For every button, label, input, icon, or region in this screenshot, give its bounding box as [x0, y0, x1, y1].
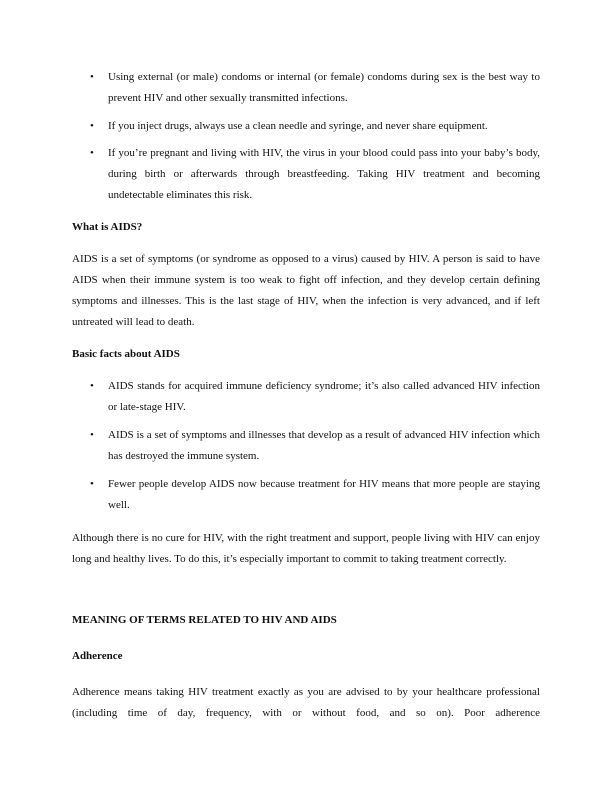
bullet-icon: •	[90, 147, 94, 159]
bullet-text: If you inject drugs, always use a clean needle and syringe, and never share equipment.	[108, 120, 488, 132]
section-heading: Basic facts about AIDS	[72, 348, 180, 360]
paragraph: Although there is no cure for HIV, with the right treatment and support, people living with HIV can enjoy long and healthy lives. To do this, it’s especially important to commit to taking treatment correctly.	[72, 532, 540, 565]
bullet-text: AIDS stands for acquired immune deficiency syndrome; it’s also called advanced HIV infection or late-stage HIV.	[108, 380, 540, 413]
bullet-item	[90, 143, 540, 206]
bullet-item	[90, 425, 540, 467]
bullet-text: Fewer people develop AIDS now because treatment for HIV means that more people are staying well.	[108, 478, 540, 511]
bullet-item	[90, 474, 540, 516]
paragraph: Adherence means taking HIV treatment exactly as you are advised to by your healthcare professional (including time of day, frequency, with or without food, and so on). Poor adherence	[72, 686, 540, 719]
bullet-icon: •	[90, 429, 94, 441]
bullet-icon: •	[90, 380, 94, 392]
bullet-icon: •	[90, 71, 94, 83]
bullet-item	[90, 116, 540, 137]
bullet-text: If you’re pregnant and living with HIV, the virus in your blood could pass into your baby’s body, during birth or afterwards through breastfeeding. Taking HIV treatment and becoming undetectable eliminates this risk.	[108, 147, 540, 201]
bullet-icon: •	[90, 120, 94, 132]
bullet-icon: •	[90, 478, 94, 490]
bullet-item	[90, 67, 540, 109]
subheading: Adherence	[72, 650, 123, 662]
bullet-text: Using external (or male) condoms or internal (or female) condoms during sex is the best way to prevent HIV and other sexually transmitted infections.	[108, 71, 540, 104]
section-heading: MEANING OF TERMS RELATED TO HIV AND AIDS	[72, 614, 337, 626]
paragraph: AIDS is a set of symptoms (or syndrome as opposed to a virus) caused by HIV. A person is said to have AIDS when their immune system is too weak to fight off infection, and they develop certain defining symptoms and illnesses. This is the last stage of HIV, when the infection is very advanced, and if left untreated will lead to death.	[72, 253, 540, 328]
bullet-text: AIDS is a set of symptoms and illnesses that develop as a result of advanced HIV infection which has destroyed the immune system.	[108, 429, 540, 462]
bullet-item	[90, 376, 540, 418]
section-heading: What is AIDS?	[72, 221, 143, 233]
